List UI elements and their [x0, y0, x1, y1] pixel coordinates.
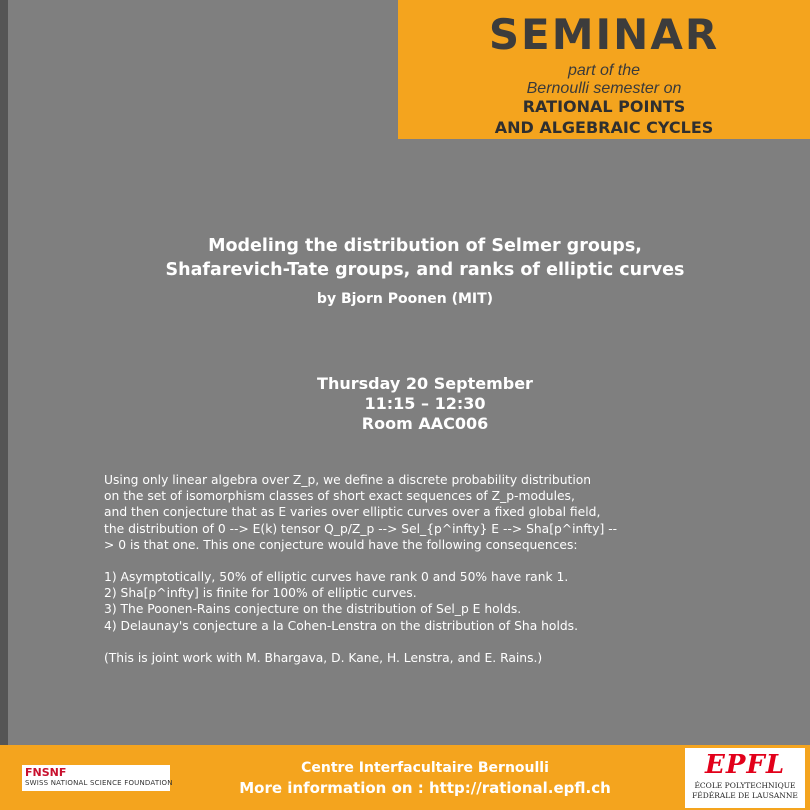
- left-edge-bar: [0, 0, 8, 745]
- talk-title-line1: Modeling the distribution of Selmer groups,: [208, 236, 642, 256]
- abstract-line: > 0 is that one. This one conjecture would have the following consequences:: [104, 537, 578, 552]
- joint-work-note: (This is joint work with M. Bhargava, D. Kane, H. Lenstra, and E. Rains.): [104, 650, 543, 665]
- talk-speaker: by Bjorn Poonen (MIT): [316, 291, 494, 307]
- abstract-spacer: [104, 553, 764, 569]
- talk-date: Thursday 20 September: [317, 374, 533, 393]
- consequence-item: 3) The Poonen-Rains conjecture on the distribution of Sel_p E holds.: [104, 602, 522, 617]
- footer-more-info-link[interactable]: More information on : http://rational.epfl.ch: [239, 779, 611, 797]
- footer-bar: [0, 745, 810, 810]
- abstract-line: Using only linear algebra over Z_p, we define a discrete probability distribution: [104, 473, 592, 487]
- snf-logo: [22, 765, 173, 791]
- semester-topic-line1: RATIONAL POINTS: [522, 97, 686, 116]
- epfl-logo-mark: EPFL: [705, 750, 786, 780]
- abstract-line: the distribution of 0 --> E(k) tensor Q_p/Z_p --> Sel_{p^infty} E --> Sha[p^infty] --: [104, 521, 618, 536]
- talk-title-line2: Shafarevich-Tate groups, and ranks of elliptic curves: [165, 260, 685, 280]
- epfl-logo: [685, 748, 805, 808]
- banner-subtitle-line2: Bernoulli semester on: [526, 80, 682, 97]
- footer-center-name: Centre Interfacultaire Bernoulli: [301, 760, 549, 776]
- snf-logo-mark: FNSNF: [25, 766, 67, 779]
- talk-time: 11:15 – 12:30: [364, 394, 486, 413]
- banner-subtitle-line1: part of the: [567, 62, 641, 79]
- epfl-logo-line2: FÉDÉRALE DE LAUSANNE: [692, 791, 798, 800]
- abstract: [104, 472, 764, 666]
- talk-room: Room AAC006: [361, 414, 489, 433]
- snf-logo-text: SWISS NATIONAL SCIENCE FOUNDATION: [25, 779, 173, 787]
- epfl-logo-line1: ÉCOLE POLYTECHNIQUE: [694, 781, 796, 790]
- abstract-spacer: [104, 634, 764, 650]
- seminar-heading: SEMINAR: [488, 10, 720, 59]
- consequence-item: 1) Asymptotically, 50% of elliptic curves have rank 0 and 50% have rank 1.: [104, 570, 569, 585]
- consequence-item: 4) Delaunay's conjecture a la Cohen-Lenstra on the distribution of Sha holds.: [104, 618, 578, 633]
- abstract-line: and then conjecture that as E varies over elliptic curves over a fixed global field,: [104, 505, 601, 520]
- consequence-item: 2) Sha[p^infty] is finite for 100% of elliptic curves.: [104, 586, 417, 601]
- semester-topic-line2: AND ALGEBRAIC CYCLES: [494, 118, 714, 137]
- abstract-line: on the set of isomorphism classes of short exact sequences of Z_p-modules,: [104, 489, 575, 504]
- seminar-banner: [398, 0, 810, 139]
